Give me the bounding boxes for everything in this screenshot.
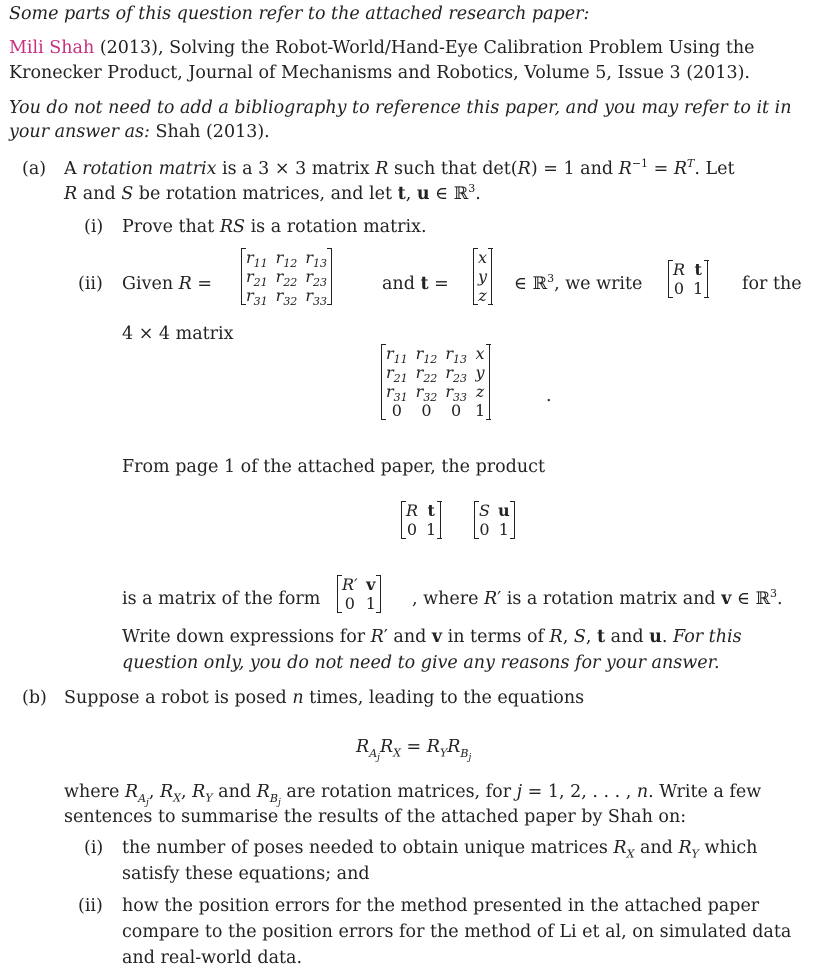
block-Su: S u 0 1 [474,501,515,539]
citation-line-1 [9,40,755,58]
b-i-line-2: satisfy these equations; and [122,864,370,884]
equation: $R_{A_j}R_X = R_YR_{B_j}$ [356,737,472,763]
block-Rt: R t 0 1 [668,260,708,298]
vector-t: x y z [473,248,492,305]
from-page-text: From page 1 of the attached paper, the product [122,457,545,477]
is-matrix-text: is a matrix of the form [122,589,321,609]
text: such that det( [388,159,518,179]
text: is a 3 × 3 matrix [216,159,376,179]
period: . [546,386,552,406]
part-b-line-1: Suppose a robot is posed n times, leading to the equations [64,688,585,708]
text: A [64,159,83,179]
citation-line-2: Kronecker Product, Journal of Mechanisms and Robotics, Volume 5, Issue 3 (2013). [9,63,750,83]
matrix-R: $r_{11}$ $r_{12}$ $r_{13}$ $r_{21}$ $r_{22}$ $r_{23}$ $r_{31}$ $r_{32}$ $r_{33}$ [241,248,332,305]
text: are rotation matrices, for [286,782,517,802]
b-i-line-1: the number of poses needed to obtain unique matrices $R_X$ and $R_Y$ which [122,838,758,861]
we-write-text: ∈ ℝ$^3$, we write [514,272,643,294]
note-line-1: You do not need to add a bibliography to reference this paper, and you may refer to it in [9,98,792,118]
part-a-line-1: A rotation matrix is a 3 × 3 matrix R such that det(R) = 1 and $R^{-1} = R^T$. Let [64,157,735,179]
sub-ii-label: (ii) [78,274,103,294]
author-link[interactable]: Mili Shah [9,38,95,58]
part-b-label: (b) [22,688,47,708]
part-a-label: (a) [22,159,47,179]
term: rotation matrix [82,159,217,179]
note-ref: Shah (2013). [149,122,270,142]
text: is a rotation matrix. [245,217,427,237]
b-ii-label: (ii) [78,896,103,916]
question-only-line: question only, you do not need to give any reasons for your answer. [122,653,720,673]
sub-i-label: (i) [84,217,104,237]
b-ii-line-2: compare to the position errors for the method of Li et al, on simulated data [122,922,792,942]
text: and [387,627,432,647]
text: For this [673,627,742,647]
block-Rv: R′ v 0 1 [337,575,381,613]
where-line: where $R_{A_j}$, $R_X$, $R_Y$ and $R_{B_j}$ are rotation matrices, for j = 1, 2, . . . , n. Write a few [64,782,762,808]
given-text: Given R = [122,274,213,294]
text: is a rotation matrix and [501,589,722,609]
sub-i-text: Prove that RS is a rotation matrix. [122,217,427,237]
text: which [698,838,758,858]
four-by-four-text: 4 × 4 matrix [122,324,234,344]
text: Given [122,274,179,294]
and-t-text: and t = [382,274,449,294]
where-text: , where R′ is a rotation matrix and v ∈ ℝ$^3$. [412,587,783,609]
text: . Write a few [648,782,762,802]
text: Write down expressions for [122,627,371,647]
citation-text: (2013), Solving the Robot-World/Hand-Eye Calibration Problem Using the [94,38,755,58]
note-italic: your answer as: [9,122,150,142]
text: ) = 1 and [530,159,619,179]
block-Rt-2: R t 0 1 [401,501,441,539]
b-ii-line-1: how the position errors for the method presented in the attached paper [122,896,760,916]
b-i-label: (i) [84,838,104,858]
matrix-4x4: $r_{11}$ $r_{12}$ $r_{13}$ x $r_{21}$ $r_{22}$ $r_{23}$ y $r_{31}$ $r_{32}$ $r_{33}$ z 0 0 0 1 [381,344,490,420]
text: the number of poses needed to obtain unique matrices [122,838,614,858]
text: , we write [554,274,643,294]
part-a-line-2: R and S be rotation matrices, and let t, u ∈ ℝ$^3$. [64,182,481,204]
text: . Let [694,159,735,179]
text: and [382,274,421,294]
note-line-2 [9,124,270,142]
text: , where [412,589,485,609]
summarise-line: sentences to summarise the results of the attached paper by Shah on: [64,807,687,827]
text: Prove that [122,217,220,237]
text: in terms of [442,627,550,647]
write-down-line: Write down expressions for R′ and v in terms of R, S, t and u. For this [122,627,742,647]
b-ii-line-3: and real-world data. [122,948,303,968]
intro-line: Some parts of this question refer to the attached research paper: [9,4,590,24]
for-the-text: for the [742,274,802,294]
